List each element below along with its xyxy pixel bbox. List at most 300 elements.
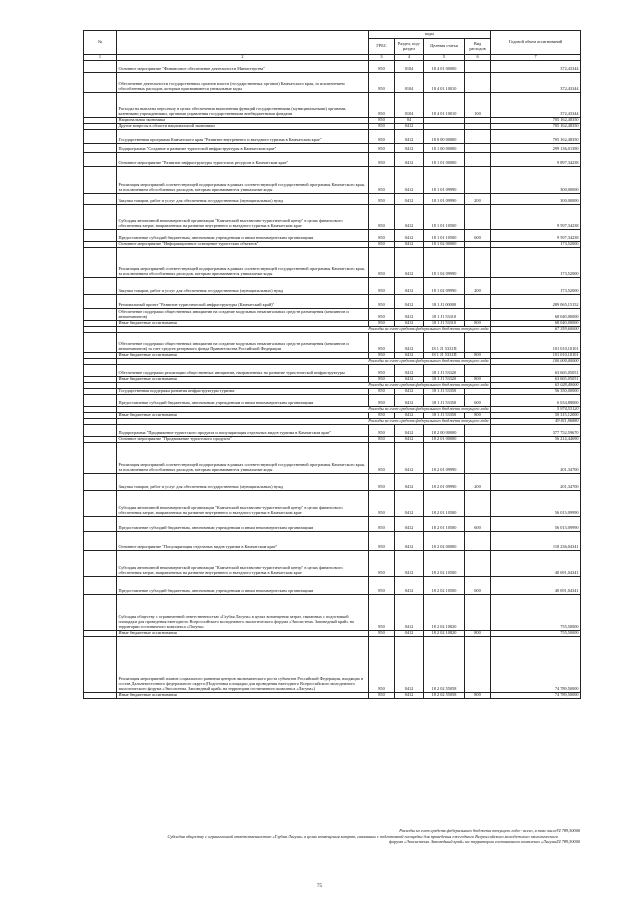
row-sum: 56 013,09990: [491, 491, 581, 517]
row-razdel: 0104: [395, 73, 424, 93]
row-razdel: 0412: [395, 278, 424, 295]
row-name: Иные бюджетные ассигнования: [117, 353, 369, 359]
row-sum: 201,34700: [491, 443, 581, 474]
row-name: Национальная экономика: [117, 118, 369, 124]
row-grbs: 850: [369, 130, 395, 144]
row-vid: [465, 205, 491, 230]
table-row: [84, 595, 581, 631]
row-grbs: 850: [369, 491, 395, 517]
row-grbs: 850: [369, 517, 395, 532]
row-vid: 800: [465, 321, 491, 327]
row-name: Реализация мероприятий соответствующей подпрограммы в рамках соответствующей государственной программы Камчатского края, за исключением обособленных расходов, которым присваиваются уникальные коды: [117, 248, 369, 278]
row-sum: 74 789,50000: [491, 637, 581, 693]
row-grbs: 850: [369, 631, 395, 637]
row-num-cell: [84, 230, 117, 242]
header-col-3: 3: [369, 55, 395, 61]
row-num-cell: [84, 637, 117, 693]
row-razdel: 0412: [395, 425, 424, 437]
table-row: [84, 205, 581, 230]
row-name: Иные бюджетные ассигнования: [117, 631, 369, 637]
row-grbs: 850: [369, 167, 395, 194]
row-target: 18 1 02 09990: [424, 278, 465, 295]
federal-share-sum: 63 028,40000: [491, 383, 581, 389]
row-grbs: 850: [369, 124, 395, 130]
row-sum: 173,52000: [491, 278, 581, 295]
footnote-line-1: Расходы за счет средств федерального бюджета текущего года - всего, в том числе:: [399, 828, 558, 833]
row-name: Обеспечение деятельности государственных органов власти (государственных органов) Камчатского края, за исключением обособленных расходов, которым присваиваются уникальные коды: [117, 73, 369, 93]
row-num-cell: [84, 130, 117, 144]
row-target: 18 1 01 00000: [424, 153, 465, 167]
row-name: Основное мероприятие "Информационное освещение туристских объектов": [117, 242, 369, 248]
row-grbs: 850: [369, 144, 395, 153]
row-razdel: 0412: [395, 321, 424, 327]
row-target: 18 2 00 00000: [424, 425, 465, 437]
row-num-cell: [84, 153, 117, 167]
row-vid: [465, 73, 491, 93]
row-num-cell: [84, 309, 117, 321]
row-vid: [465, 365, 491, 377]
row-razdel: 0412: [395, 551, 424, 577]
row-target: 18 2 02 00000: [424, 532, 465, 551]
row-sum: 101 010,10101: [491, 333, 581, 353]
row-vid: 800: [465, 353, 491, 359]
row-razdel: 0412: [395, 631, 424, 637]
header-vid: Вид расходов: [465, 39, 491, 55]
row-grbs: 850: [369, 295, 395, 309]
row-grbs: 850: [369, 577, 395, 595]
row-grbs: 850: [369, 425, 395, 437]
row-target: 18 1 J1 00000: [424, 295, 465, 309]
row-sum: 705 162,48350: [491, 124, 581, 130]
row-sum: 173,52000: [491, 242, 581, 248]
row-name: Иные бюджетные ассигнования: [117, 413, 369, 419]
row-sum: 40 691,04341: [491, 577, 581, 595]
row-name: Закупка товаров, работ и услуг для обеспечения государственных (муниципальных) нужд: [117, 278, 369, 295]
row-name: Предоставление субсидий бюджетным, автономным учреждениям и иным некоммерческим организациям: [117, 577, 369, 595]
row-target: 18 2 02 10500: [424, 551, 465, 577]
row-grbs: 850: [369, 278, 395, 295]
table-row: [84, 130, 581, 144]
table-row: [84, 551, 581, 577]
row-razdel: 0412: [395, 532, 424, 551]
row-vid: 200: [465, 474, 491, 491]
row-grbs: 850: [369, 73, 395, 93]
row-name: Иные бюджетные ассигнования: [117, 321, 369, 327]
row-razdel: 0412: [395, 377, 424, 383]
row-vid: 800: [465, 377, 491, 383]
row-target: 18 1 01 10500: [424, 230, 465, 242]
row-vid: [465, 551, 491, 577]
row-target: 18 1 J1 53350: [424, 389, 465, 395]
row-grbs: 850: [369, 321, 395, 327]
row-grbs: 850: [369, 377, 395, 383]
row-grbs: 850: [369, 389, 395, 395]
row-sum: 201,34700: [491, 474, 581, 491]
row-razdel: 0412: [395, 333, 424, 353]
row-sum: 6 034,88000: [491, 395, 581, 407]
row-target: 18 1 01 10500: [424, 205, 465, 230]
row-vid: 800: [465, 693, 491, 699]
row-target: 18 1 00 00000: [424, 144, 465, 153]
row-razdel: 0412: [395, 144, 424, 153]
federal-share-label: Расходы за счет средств федерального бюджета текущего года: [117, 327, 491, 333]
federal-share-label: Расходы за счет средств федерального бюджета текущего года: [117, 419, 491, 425]
row-name: Реализация мероприятий соответствующей подпрограммы в рамках соответствующей государственной программы Камчатского края, за исключением обособленных расходов, которым присваиваются уникальные коды: [117, 167, 369, 194]
row-vid: 600: [465, 230, 491, 242]
row-grbs: 850: [369, 248, 395, 278]
row-name: Субсидия автономной некоммерческой организации "Камчатский выставочно-туристический центр" в целях финансового обеспечения затрат, направленных на развитие внутреннего и въездного туризма в Камчатском крае: [117, 551, 369, 577]
row-razdel: 0104: [395, 61, 424, 73]
row-target: 18 2 02 55058: [424, 637, 465, 693]
row-vid: [465, 309, 491, 321]
row-num-cell: [84, 532, 117, 551]
row-razdel: 0412: [395, 413, 424, 419]
row-vid: 200: [465, 278, 491, 295]
row-sum: 372,43344: [491, 61, 581, 73]
row-num-cell: [84, 491, 117, 517]
header-col-5: 5: [424, 55, 465, 61]
row-target: 18 2 01 09990: [424, 474, 465, 491]
table-row: [84, 693, 581, 699]
table-row: [84, 491, 581, 517]
row-name: Предоставление субсидий бюджетным, автономным учреждениям и иным некоммерческим организациям: [117, 395, 369, 407]
row-sum: 299 136,01390: [491, 144, 581, 153]
row-name: Субсидия автономной некоммерческой организации "Камчатский выставочно-туристический центр" в целях финансового обеспечения затрат, направленных на развитие внутреннего и въездного туризма в Камчатском крае: [117, 491, 369, 517]
row-target: 18 4 01 10010: [424, 73, 465, 93]
row-sum: 9 597,34238: [491, 205, 581, 230]
row-vid: [465, 61, 491, 73]
row-razdel: 0412: [395, 474, 424, 491]
row-target: 18 1 J1 53310: [424, 309, 465, 321]
table-header: [84, 31, 581, 61]
row-sum: 300,00000: [491, 194, 581, 205]
federal-share-label: Расходы за счет средств федерального бюджета текущего года: [117, 383, 491, 389]
row-grbs: 850: [369, 474, 395, 491]
row-grbs: 850: [369, 595, 395, 631]
header-num: №: [84, 31, 117, 55]
row-sum: 755,50000: [491, 631, 581, 637]
federal-budget-footnote: [163, 828, 580, 845]
page-number: 75: [317, 884, 322, 889]
row-name: Предоставление субсидий бюджетным, автономным учреждениям и иным некоммерческим организациям: [117, 517, 369, 532]
row-target: 18 1 J1 53350: [424, 413, 465, 419]
row-vid: [465, 144, 491, 153]
row-razdel: 0412: [395, 205, 424, 230]
row-vid: [465, 130, 491, 144]
row-name: Другие вопросы в области национальной экономики: [117, 124, 369, 130]
row-num-cell: [84, 73, 117, 93]
table-row: [84, 248, 581, 278]
row-target: 18 1 01 09990: [424, 167, 465, 194]
row-grbs: 850: [369, 637, 395, 693]
row-razdel: 0412: [395, 153, 424, 167]
federal-share-sum: 100 000,00000: [491, 359, 581, 365]
row-name: Субсидия автономной некоммерческой организации "Камчатский выставочно-туристический центр" в целях финансового обеспечения затрат, направленных на развитие внутреннего и въездного туризма в Камчатском крае: [117, 205, 369, 230]
row-sum: 377 752,59670: [491, 425, 581, 437]
row-target: 18 2 01 10500: [424, 517, 465, 532]
federal-share-sum: 67 359,60000: [491, 327, 581, 333]
row-grbs: 850: [369, 443, 395, 474]
table-row: [84, 144, 581, 153]
row-name: Основное мероприятие "Финансовое обеспечение деятельности Министерства": [117, 61, 369, 73]
row-sum: 101 010,10101: [491, 353, 581, 359]
row-grbs: 850: [369, 437, 395, 443]
row-vid: [465, 333, 491, 353]
table-row: [84, 517, 581, 532]
row-razdel: 0412: [395, 167, 424, 194]
row-grbs: 850: [369, 532, 395, 551]
row-sum: 68 040,00000: [491, 309, 581, 321]
row-name: Предоставление субсидий бюджетным, автономным учреждениям и иным некоммерческим организациям: [117, 230, 369, 242]
table-row: [84, 295, 581, 309]
row-sum: 300,00000: [491, 167, 581, 194]
header-sum: Годовой объем ассигнований: [491, 31, 581, 55]
row-sum: 63 665,05051: [491, 365, 581, 377]
row-name: Реализация мероприятий соответствующей подпрограммы в рамках соответствующей государственной программы Камчатского края, за исключением обособленных расходов, которым присваиваются уникальные коды: [117, 443, 369, 474]
row-num-cell: [84, 61, 117, 73]
row-grbs: 850: [369, 309, 395, 321]
row-razdel: 0412: [395, 517, 424, 532]
header-col-6: 6: [465, 55, 491, 61]
table-row: [84, 167, 581, 194]
header-col-1: 1: [84, 55, 117, 61]
row-num-cell: [84, 248, 117, 278]
row-name: Иные бюджетные ассигнования: [117, 693, 369, 699]
row-name: Закупка товаров, работ и услуг для обеспечения государственных (муниципальных) нужд: [117, 194, 369, 205]
row-target: 18 2 01 10500: [424, 491, 465, 517]
row-razdel: 0412: [395, 242, 424, 248]
table-row: [84, 577, 581, 595]
row-vid: 800: [465, 413, 491, 419]
row-name: Государственная программа Камчатского края "Развитие внутреннего и въездного туризма в Камчатском крае": [117, 130, 369, 144]
row-target: 18 1 02 09990: [424, 248, 465, 278]
footnote-line-2: Субсидия обществу с ограниченной ответственностью «Глубая Лагуна» в целях возмещения затрат, связанных с подготовкой площадки для проведения ежегодного Всероссийского молодежного экологического форума «Экосистема. Заповедный край» на территории гостиничного комплекса «Лагуна»: [167, 833, 558, 845]
row-num-cell: [84, 144, 117, 153]
row-sum: 705 162,48350: [491, 130, 581, 144]
header-razdel: Раздел, под-раздел: [395, 39, 424, 55]
row-sum: 74 789,50000: [491, 693, 581, 699]
row-num-cell: [84, 278, 117, 295]
row-grbs: 850: [369, 61, 395, 73]
row-grbs: 850: [369, 242, 395, 248]
header-col-7: 7: [491, 55, 581, 61]
header-codes: коды: [369, 31, 491, 39]
row-razdel: 0412: [395, 295, 424, 309]
row-grbs: 850: [369, 205, 395, 230]
row-vid: 200: [465, 194, 491, 205]
row-target: 18 2 02 10820: [424, 631, 465, 637]
row-num-cell: [84, 693, 117, 699]
table-row: [84, 61, 581, 73]
row-vid: 600: [465, 395, 491, 407]
header-col-4: 4: [395, 55, 424, 61]
row-razdel: 0412: [395, 491, 424, 517]
row-razdel: 0104: [395, 93, 424, 118]
row-name: Государственная поддержка развития инфраструктуры туризма: [117, 389, 369, 395]
row-target: 18 2 02 55058: [424, 693, 465, 699]
row-target: 18 2 01 09990: [424, 443, 465, 474]
row-name: Закупка товаров, работ и услуг для обеспечения государственных (муниципальных) нужд: [117, 474, 369, 491]
row-num-cell: [84, 365, 117, 377]
row-grbs: 850: [369, 194, 395, 205]
row-razdel: 0412: [395, 353, 424, 359]
row-num-cell: [84, 577, 117, 595]
table-row: [84, 443, 581, 474]
budget-table: [83, 30, 581, 699]
row-sum: 705 162,48350: [491, 118, 581, 124]
row-sum: 372,43344: [491, 73, 581, 93]
row-sum: 289 065,15152: [491, 295, 581, 309]
row-num-cell: [84, 395, 117, 407]
row-sum: 755,50000: [491, 595, 581, 631]
row-sum: 50 315,12000: [491, 413, 581, 419]
row-num-cell: [84, 194, 117, 205]
row-name: Региональный проект "Развитие туристической инфраструктуры (Камчатский край)": [117, 295, 369, 309]
row-grbs: 850: [369, 365, 395, 377]
row-target: 18 4 01 00000: [424, 61, 465, 73]
row-vid: [465, 295, 491, 309]
row-razdel: 0412: [395, 437, 424, 443]
row-name: Субсидия обществу с ограниченной ответственностью «Глубая Лагуна» в целях возмещения затрат, связанных с подготовкой площадки для проведения ежегодного Всероссийского молодежного экологического форума «Экосистема. Заповедный край» на территории гостиничного комплекса «Лагуна»: [117, 595, 369, 631]
table-row: [84, 73, 581, 93]
row-sum: 68 040,00000: [491, 321, 581, 327]
row-razdel: 0412: [395, 124, 424, 130]
header-col-2: 2: [117, 55, 369, 61]
row-name: Подпрограмма "Продвижение туристского продукта и популяризация отдельных видов туризма в Камчатском крае": [117, 425, 369, 437]
row-vid: [465, 595, 491, 631]
row-vid: [465, 248, 491, 278]
row-num-cell: [84, 551, 117, 577]
row-name: Иные бюджетные ассигнования: [117, 377, 369, 383]
row-vid: [465, 167, 491, 194]
row-sum: 9 897,34238: [491, 153, 581, 167]
row-target: 18 2 01 00000: [424, 437, 465, 443]
table-row: [84, 425, 581, 437]
row-razdel: 0412: [395, 130, 424, 144]
row-grbs: 850: [369, 333, 395, 353]
row-vid: 100: [465, 93, 491, 118]
row-target: 18 1 01 09990: [424, 194, 465, 205]
row-name: Реализация мероприятий планов социального развития центров экономического роста субъектов Российской Федерации, входящих в состав Дальневосточного федерального округа (Подготовка площадки для проведения ежегодного Всероссийского молодежного экологического форума «Экосистема. Заповедный край» на территории гостиничного комплекса «Лагуна»): [117, 637, 369, 693]
row-razdel: 0412: [395, 365, 424, 377]
federal-share-sum: 5 974,53120: [491, 407, 581, 413]
table-row: [84, 194, 581, 205]
row-vid: [465, 637, 491, 693]
row-vid: 600: [465, 517, 491, 532]
table-row: [84, 333, 581, 353]
row-sum: 372,43344: [491, 93, 581, 118]
row-num-cell: [84, 295, 117, 309]
row-razdel: 0412: [395, 389, 424, 395]
table-row: [84, 474, 581, 491]
row-razdel: 0412: [395, 577, 424, 595]
row-sum: 56 350,00000: [491, 389, 581, 395]
row-sum: 56 013,09990: [491, 517, 581, 532]
row-name: Основное мероприятие "Популяризация отдельных видов туризма в Камчатском крае": [117, 532, 369, 551]
row-grbs: 850: [369, 551, 395, 577]
row-vid: 800: [465, 631, 491, 637]
table-row: [84, 637, 581, 693]
row-num-cell: [84, 443, 117, 474]
row-sum: 173,52000: [491, 248, 581, 278]
row-razdel: 0412: [395, 230, 424, 242]
row-num-cell: [84, 205, 117, 230]
row-target: 18 1 J1 53350: [424, 395, 465, 407]
row-grbs: 850: [369, 118, 395, 124]
table-row: [84, 532, 581, 551]
row-sum: 56 214,44690: [491, 437, 581, 443]
row-vid: [465, 532, 491, 551]
row-grbs: 850: [369, 395, 395, 407]
table-row: [84, 153, 581, 167]
row-target: 18 1 02 00000: [424, 242, 465, 248]
row-num-cell: [84, 93, 117, 118]
row-razdel: 0412: [395, 443, 424, 474]
row-razdel: 0412: [395, 309, 424, 321]
header-grbs: ГРБС: [369, 39, 395, 55]
row-num-cell: [84, 517, 117, 532]
row-grbs: 850: [369, 153, 395, 167]
footnote-sum-1: 74 789,50000: [556, 828, 580, 833]
row-name: Основное мероприятие "Развитие инфраструктуры туристских ресурсов в Камчатском крае": [117, 153, 369, 167]
row-razdel: 0412: [395, 194, 424, 205]
row-name: Обеспечение поддержки реализации общественных инициатив, направленных на развитие туристической инфраструктуры: [117, 365, 369, 377]
row-grbs: 850: [369, 693, 395, 699]
row-num-cell: [84, 167, 117, 194]
row-name: Расходы на выплаты персоналу в целях обеспечения выполнения функций государственными (муниципальными) органами, казенными учреждениями, органами управления государственными внебюджетными фондами: [117, 93, 369, 118]
row-grbs: 850: [369, 353, 395, 359]
table-row: [84, 309, 581, 321]
header-name: [117, 31, 369, 55]
row-razdel: 04: [395, 118, 424, 124]
row-name: Обеспечение поддержки общественных инициатив на создание модульных некапитальных средств размещения (кемпингов и автокемпингов) за счет средств резервного фонда Правительства Российской Федерации: [117, 333, 369, 353]
row-target: 18 4 01 10010: [424, 93, 465, 118]
row-num-cell: [84, 425, 117, 437]
table-body: [84, 61, 581, 699]
row-razdel: 0412: [395, 595, 424, 631]
footnote-sum-2: 74 789,50000: [556, 839, 580, 845]
row-target: 18 1 J1 53310: [424, 321, 465, 327]
row-target: 18 2 02 10820: [424, 595, 465, 631]
row-target: 18 1 J1 5331П: [424, 333, 465, 353]
row-sum: 40 691,04341: [491, 551, 581, 577]
row-target: 18 0 00 00000: [424, 130, 465, 144]
row-sum: 9 597,34238: [491, 230, 581, 242]
table-row: [84, 230, 581, 242]
row-target: 18 1 J1 53320: [424, 365, 465, 377]
row-razdel: 0412: [395, 248, 424, 278]
row-vid: [465, 425, 491, 437]
row-target: 18 2 02 10500: [424, 577, 465, 595]
row-sum: 118 236,04341: [491, 532, 581, 551]
row-razdel: 0412: [395, 395, 424, 407]
federal-share-label: Расходы за счет средств федерального бюджета текущего года: [117, 359, 491, 365]
table-row: [84, 395, 581, 407]
row-num-cell: [84, 474, 117, 491]
row-target: 18 1 J1 5331П: [424, 353, 465, 359]
row-razdel: 0412: [395, 637, 424, 693]
row-grbs: 850: [369, 413, 395, 419]
table-row: [84, 365, 581, 377]
federal-share-label: Расходы за счет средств федерального бюджета текущего года: [117, 407, 491, 413]
row-name: Подпрограмма "Создание и развитие туристской инфраструктуры в Камчатском крае": [117, 144, 369, 153]
budget-table-container: [83, 30, 580, 699]
header-tsel: Целевая статья: [424, 39, 465, 55]
row-vid: [465, 443, 491, 474]
row-sum: 63 665,05051: [491, 377, 581, 383]
row-num-cell: [84, 595, 117, 631]
row-razdel: 0412: [395, 693, 424, 699]
